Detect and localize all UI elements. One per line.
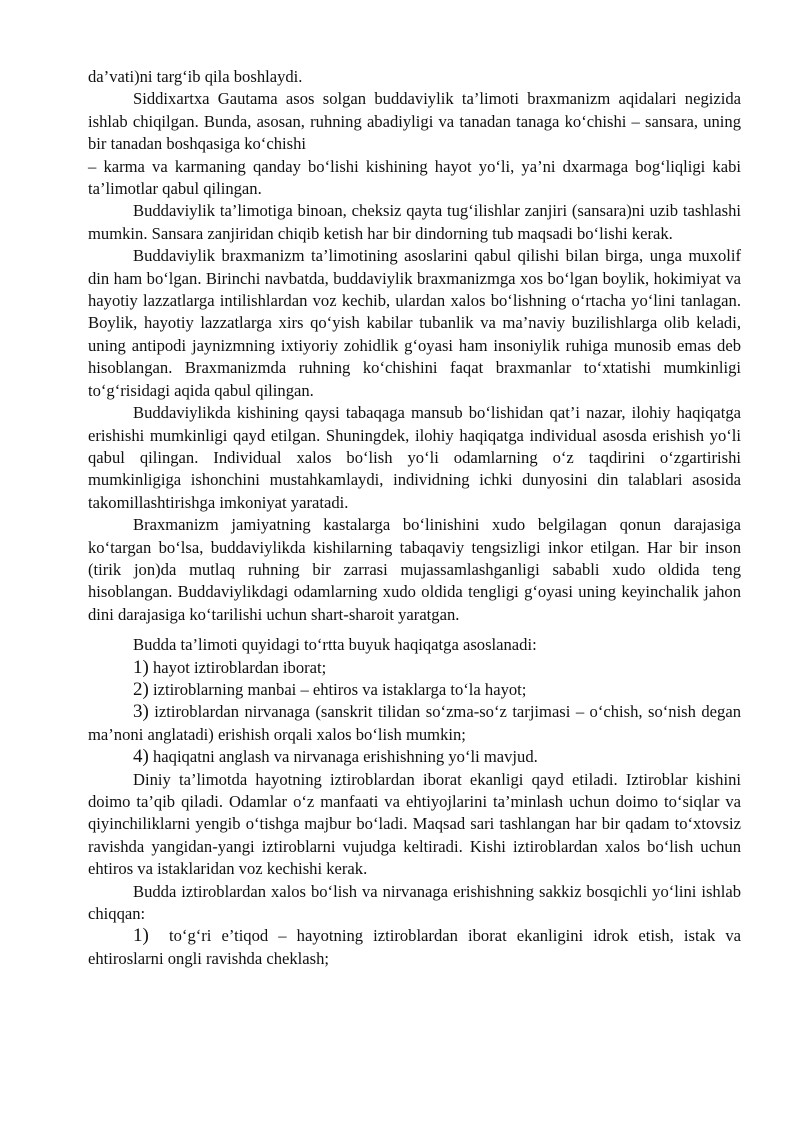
list-item-truth-4: [88, 746, 741, 768]
paragraph-suffering: Diniy ta’limotda hayotning iztiroblardan iborat ekanligi qayd etiladi. Iztiroblar kishini doimo ta’qib qiladi. Odamlar o‘z manfaati va ehtiyojlarini ta’minlash uchun doimo to‘siqlar va qiyinchiliklarni yengib o‘tishga majbur bo‘ladi. Maqsad sari tashlangan har bir qadam to‘xtovsiz ravishda yangidan-yangi iztiroblarni vujudga keltiradi. Kishi iztiroblardan xalos bo‘lish uchun ehtiros va istaklaridan voz kechishi kerak.: [88, 769, 741, 879]
list-item-path-1: [88, 925, 741, 970]
list-item-truth-3: [88, 701, 741, 746]
paragraph-equality: Braxmanizm jamiyatning kastalarga bo‘linishini xudo belgilagan qonun darajasiga ko‘targan bo‘lsa, buddaviylikda kishilarning tabaqaviy tengsizligi inkor etilgan. Har bir inson (tirik jon)da mutlaq ruhning bir zarrasi mujassamlashganligi sababli xudo oldida teng hisoblangan. Buddaviylikdagi odamlarning xudo oldida tengligi g‘oyasi uning keyinchalik jahon dini darajasiga ko‘tarilishi uchun shart-sharoit yaratgan.: [88, 515, 741, 624]
paragraph-continuation: da’vati)ni targ‘ib qila boshlaydi.: [88, 67, 303, 86]
paragraph-eightfold-intro: Budda iztiroblardan xalos bo‘lish va nirvanaga erishishning sakkiz bosqichli yo‘lini ishlab chiqqan:: [88, 881, 741, 924]
list-number: 2): [133, 678, 149, 700]
list-item-text: iztiroblardan nirvanaga (sanskrit tilidan so‘zma-so‘z tarjimasi – o‘chish, so‘nish degan ma’noni anglatadi) erishish orqali xalos bo‘lish mumkin;: [88, 702, 741, 744]
list-item-truth-1: [88, 657, 741, 679]
list-item-text: haqiqatni anglash va nirvanaga erishishning yo‘li mavjud.: [152, 747, 538, 767]
list-number: 1): [133, 656, 149, 678]
paragraph-four-truths-intro: Budda ta’limoti quyidagi to‘rtta buyuk haqiqatga asoslanadi:: [133, 635, 537, 655]
paragraph-opposition: Buddaviylik braxmanizm ta’limotining asoslarini qabul qilishi bilan birga, unga muxolif din ham bo‘lgan. Birinchi navbatda, buddaviylik braxmanizmga xos bo‘lgan boylik, hokimiyat va hayotiy lazzatlarga intilishlardan voz kechib, ulardan xalos bo‘lishning o‘rtacha yo‘lini tanlagan. Boylik, hayotiy lazzatlarga xirs qo‘yish kabilar tubanlik va ma’naviy buzilishlarga olib keladi, uning antipodi jaynizmning ixtiyoriy zohidlik g‘oyasi ham insoniylik ruhiga munosib emas deb hisoblangan. Braxmanizmda ruhning ko‘chishini faqat braxmanlar to‘xtatishi mumkinligi to‘g‘risidagi aqida qabul qilingan.: [88, 246, 741, 400]
list-item-text: to‘g‘ri e’tiqod – hayotning iztiroblardan iborat ekanligini idrok etish, istak va ehtiroslarni ongli ravishda cheklash;: [88, 926, 742, 968]
paragraph-karma: – karma va karmaning qanday bo‘lishi kishining hayot yo‘li, ya’ni dxarmaga bog‘liqligi kabi ta’limotlar qabul qilingan.: [88, 156, 741, 199]
paragraph-buddhism-origin: Siddixartxa Gautama asos solgan buddaviylik ta’limoti braxmanizm aqidalari negizida ishlab chiqilgan. Bunda, asosan, ruhning abadiyligi va tanadan tanaga ko‘chishi – sansara, uning bir tanadan boshqasiga ko‘chishi: [88, 89, 741, 154]
list-number: 1): [133, 925, 149, 947]
paragraph-sansara: Buddaviylik ta’limotiga binoan, cheksiz qayta tug‘ilishlar zanjiri (sansara)ni uzib tashlashi mumkin. Sansara zanjiridan chiqib ketish har bir dindorning tub maqsadi bo‘lishi kerak.: [88, 201, 741, 243]
list-number: 4): [133, 746, 149, 768]
list-number: 3): [133, 701, 149, 723]
paragraph-individual-path: Buddaviylikda kishining qaysi tabaqaga mansub bo‘lishidan qat’i nazar, ilohiy haqiqatga erishishi mumkinligi qayd etilgan. Shuningdek, ilohiy haqiqatga individual asosda erishish yo‘li qabul qilingan. Individual xalos bo‘lish yo‘li odamlarning o‘z taqdirini o‘zgartirishi mumkinligiga ishonchini mustahkamlaydi, individning ichki dunyosini din talablari asosida takomillashtirishga imkoniyat yaratadi.: [88, 403, 741, 512]
document-body: [88, 66, 741, 970]
list-item-truth-2: [88, 679, 741, 701]
list-item-text: hayot iztiroblardan iborat;: [152, 657, 327, 677]
list-item-text: iztiroblarning manbai – ehtiros va istaklarga to‘la hayot;: [152, 679, 527, 699]
